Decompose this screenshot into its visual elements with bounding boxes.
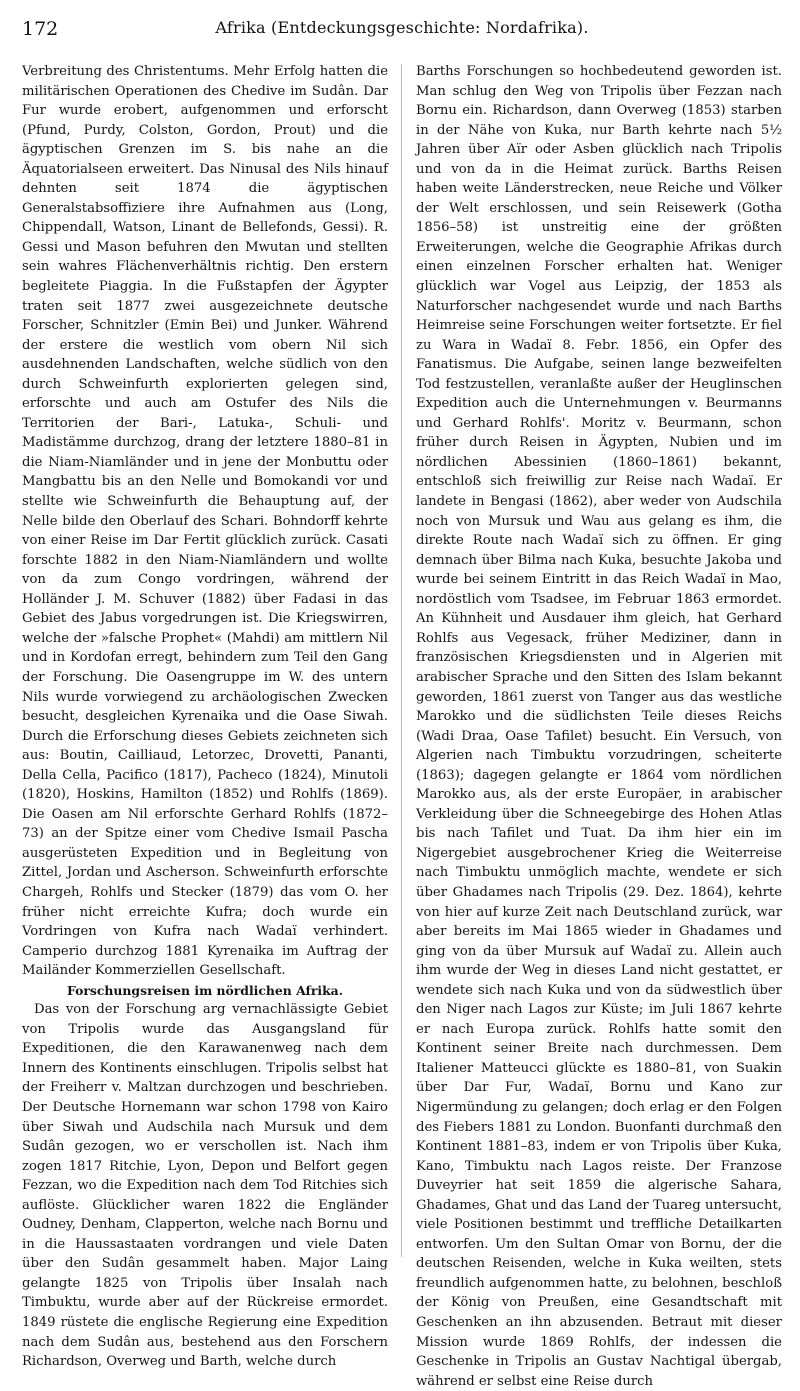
section-heading: Forschungsreisen im nördlichen Afrika.: [66, 982, 344, 998]
text-columns: [22, 62, 782, 1391]
page-number: 172: [22, 18, 59, 40]
right-column: [416, 62, 782, 1391]
right-paragraph-1: Barths Forschungen so hochbedeutend geworden ist. Man schlug den Weg von Tripolis über Fezzan nach Bornu ein. Richardson, dann Overweg (1853) starben in der Nähe von Kuka, nur Barth kehrte nach 5½ Jahren über Aïr oder Asben glücklich nach Tripolis und von da in die Heimat zurück. Barths Reisen haben weite Länderstrecken, neue Reiche und Völker der Welt erschlossen, und sein Reisewerk (Gotha 1856–58) ist unstreitig eine der größten Erweiterungen, welche die Geographie Afrikas durch einen einzelnen Forscher erhalten hat. Weniger glücklich war Vogel aus Leipzig, der 1853 als Naturforscher nachgesendet wurde und nach Barths Heimreise seine Forschungen weiter fortsetzte. Er fiel zu Wara in Wadaï 8. Febr. 1856, ein Opfer des Fanatismus. Die Aufgabe, seinen lange bezweifelten Tod festzustellen, veranlaßte außer der Heuglinschen Expedition auch die Unternehmungen v. Beurmanns und Gerhard Rohlfs'. Moritz v. Beurmann, schon früher durch Reisen in Ägypten, Nubien und im nördlichen Abessinien (1860–1861) bekannt, entschloß sich freiwillig zur Reise nach Wadaï. Er landete in Bengasi (1862), aber weder von Audschila noch von Mursuk und Wau aus gelang es ihm, die direkte Route nach Wadaï sich zu öffnen. Er ging demnach über Bilma nach Kuka, besuchte Jakoba und wurde bei seinem Eintritt in das Reich Wadaï in Mao, nordöstlich vom Tsadsee, im Februar 1863 ermordet. An Kühnheit und Ausdauer ihm gleich, hat Gerhard Rohlfs aus Vegesack, früher Mediziner, dann in französischen Kriegsdiensten und in Algerien mit arabischer Sprache und den Sitten des Islam bekannt geworden, 1861 zuerst von Tanger aus das westliche Marokko und die südlichsten Teile dieses Reichs (Wadi Draa, Oase Tafilet) besucht. Ein Versuch, von Algerien nach Timbuktu vorzudringen, scheiterte (1863); dagegen gelangte er 1864 vom nördlichen Marokko aus, als der erste Europäer, in arabischer Verkleidung über die Schneegebirge des Hohen Atlas bis nach Tafilet und Tuat. Da ihm hier ein im Nigergebiet ausgebrochener Krieg die Weiterreise nach Timbuktu unmöglich machte, wendete er sich über Ghadames nach Tripolis (29. Dez. 1864), kehrte von hier auf kurze Zeit nach Deutschland zurück, war aber bereits im Mai 1865 wieder in Ghadames und ging von da über Mursuk auf Wadaï zu. Allein auch ihm wurde der Weg in dieses Land nicht gestattet, er wendete sich nach Kuka und von da südwestlich über den Niger nach Lagos zur Küste; im Juli 1867 kehrte er nach Europa zurück. Rohlfs hatte somit den Kontinent seiner Breite nach durchmessen. Dem Italiener Matteucci glückte es 1880–81, von Suakin über Dar Fur, Wadaï, Bornu und Kano zur Nigermündung zu gelangen; doch erlag er den Folgen des Fiebers 1881 zu London. Buonfanti durchmaß den Kontinent 1881–83, indem er von Tripolis über Kuka, Kano, Timbuktu nach Lagos reiste. Der Franzose Duveyrier hat seit 1859 die algerische Sahara, Ghadames, Ghat und das Land der Tuareg untersucht, viele Positionen bestimmt und treffliche Detailkarten entworfen. Um den Sultan Omar von Bornu, der die deutschen Reisenden, welche in Kuka weilten, stets freundlich aufgenommen hatte, zu belohnen, beschloß der König von Preußen, eine Gesandtschaft mit Geschenken an ihn abzusenden. Betraut mit dieser Mission wurde 1869 Rohlfs, der indessen die Geschenke in Tripolis an Gustav Nachtigal übergab, während er selbst eine Reise durch: [416, 64, 782, 1389]
left-paragraph-1: Verbreitung des Christentums. Mehr Erfolg hatten die militärischen Operationen des Chedive im Sudân. Dar Fur wurde erobert, aufgenommen und erforscht (Pfund, Purdy, Colston, Gordon, Prout) und die ägyptischen Grenzen im S. bis nahe an die Äquatorialseen erweitert. Das Ninusal des Nils hinauf dehnten seit 1874 die ägyptischen Generalstabsoffiziere ihre Aufnahmen aus (Long, Chippendall, Watson, Linant de Bellefonds, Gessi). R. Gessi und Mason befuhren den Mwutan und stellten sein wahres Flächenverhältnis richtig. Den erstern begleitete Piaggia. In die Fußstapfen der Ägypter traten seit 1877 zwei ausgezeichnete deutsche Forscher, Schnitzler (Emin Bei) und Junker. Während der erstere die westlich vom obern Nil sich ausdehnenden Landschaften, welche südlich von den durch Schweinfurth explorierten gelegen sind, erforschte und auch am Ostufer des Nils die Territorien der Bari-, Latuka-, Schuli- und Madistämme durchzog, drang der letztere 1880–81 in die Niam-Niamländer und in jene der Monbuttu oder Mangbattu bis an den Nelle und Bomokandi vor und stellte wie Schweinfurth die Behauptung auf, der Nelle bilde den Oberlauf des Schari. Bohndorff kehrte von einer Reise im Dar Fertit glücklich zurück. Casati forschte 1882 in den Niam-Niamländern und wollte von da zum Congo vordringen, während der Holländer J. M. Schuver (1882) über Fadasi in das Gebiet des Jabus vorgedrungen ist. Die Kriegswirren, welche der »falsche Prophet« (Mahdi) am mittlern Nil und in Kordofan erregt, behindern zum Teil den Gang der Forschung. Die Oasengruppe im W. des untern Nils wurde vorwiegend zu archäologischen Zwecken besucht, desgleichen Kyrenaika und die Oase Siwah. Durch die Erforschung dieses Gebiets zeichneten sich aus: Boutin, Cailliaud, Letorzec, Drovetti, Pananti, Della Cella, Pacifico (1817), Pacheco (1824), Minutoli (1820), Hoskins, Hamilton (1852) und Rohlfs (1869). Die Oasen am Nil erforschte Gerhard Rohlfs (1872–73) an der Spitze einer vom Chedive Ismail Pascha ausgerüsteten Expedition und in Begleitung von Zittel, Jordan und Ascherson. Schweinfurth erforschte Chargeh, Rohlfs und Stecker (1879) das vom O. her früher nicht erreichte Kufra; doch wurde ein Vordringen von Kufra nach Wadaï verhindert. Camperio durchzog 1881 Kyrenaika im Auftrag der Mailänder Kommerziellen Gesellschaft.: [22, 64, 388, 979]
left-paragraph-2: Das von der Forschung arg vernachlässigte Gebiet von Tripolis wurde das Ausgangsland für Expeditionen, die den Karawanenweg nach dem Innern des Kontinents einschlugen. Tripolis selbst hat der Freiherr v. Maltzan durchzogen und beschrieben. Der Deutsche Hornemann war schon 1798 von Kairo über Siwah und Audschila nach Mursuk und dem Sudân gezogen, wo er verschollen ist. Nach ihm zogen 1817 Ritchie, Lyon, Depon und Belfort gegen Fezzan, wo die Expedition nach dem Tod Ritchies sich auflöste. Glücklicher waren 1822 die Engländer Oudney, Denham, Clapperton, welche nach Bornu und in die Haussastaaten vordrangen und viele Daten über den Sudân gesammelt haben. Major Laing gelangte 1825 von Tripolis über Insalah nach Timbuktu, wurde aber auf der Rückreise ermordet. 1849 rüstete die englische Regierung eine Expedition nach dem Sudân aus, bestehend aus den Forschern Richardson, Overweg und Barth, welche durch: [22, 1002, 388, 1370]
running-head: Afrika (Entdeckungsgeschichte: Nordafrika).: [215, 18, 589, 37]
left-column: [22, 62, 388, 1391]
page-header: [22, 18, 782, 48]
column-divider: [401, 64, 402, 1257]
